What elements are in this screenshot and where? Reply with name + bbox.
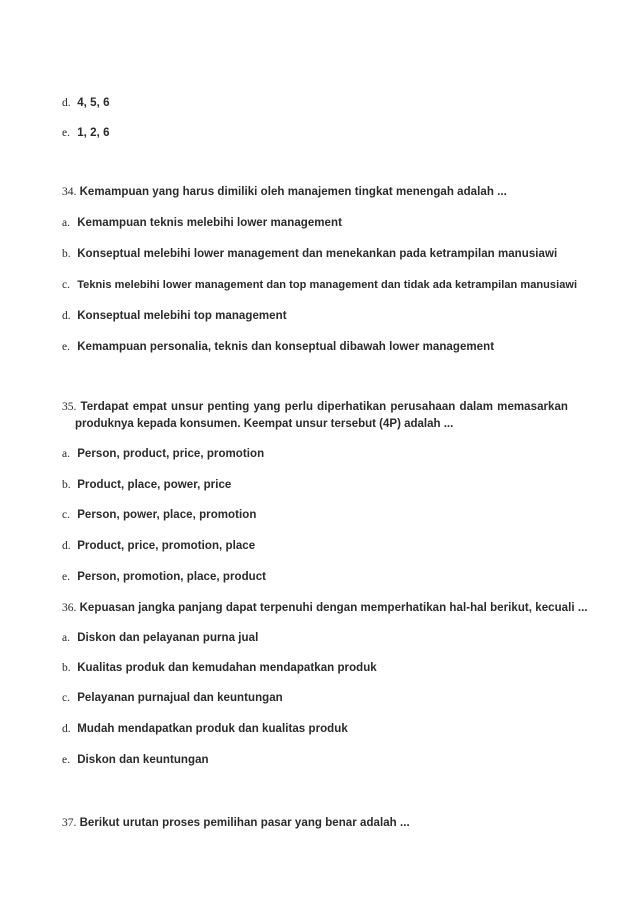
question-34 <box>62 185 568 199</box>
question-35 <box>62 400 568 414</box>
option-text: 4, 5, 6 <box>77 97 110 109</box>
q36-option-d <box>62 722 568 736</box>
q35-option-e <box>62 570 568 584</box>
q34-option-c <box>62 278 578 292</box>
option-text: Kemampuan teknis melebihi lower management <box>77 217 342 229</box>
option-text: Person, product, price, promotion <box>77 448 265 460</box>
option-text: Mudah mendapatkan produk dan kualitas produk <box>77 723 348 735</box>
option-letter: a. <box>62 217 70 229</box>
option-text: Person, power, place, promotion <box>77 509 257 521</box>
question-text: Kepuasan jangka panjang dapat terpenuhi dengan memperhatikan hal-hal berikut, kecuali ... <box>79 602 588 614</box>
q34-option-a <box>62 216 568 230</box>
option-text: Diskon dan pelayanan purna jual <box>77 632 259 644</box>
question-36 <box>62 601 588 615</box>
option-letter: e. <box>62 754 70 766</box>
option-letter: b. <box>62 248 71 260</box>
q36-option-c <box>62 691 568 705</box>
option-text: 1, 2, 6 <box>77 127 110 139</box>
option-letter: a. <box>62 448 70 460</box>
option-text: Teknis melebihi lower management dan top management dan tidak ada ketrampilan manusiawi <box>77 279 578 291</box>
option-text: Konseptual melebihi top management <box>77 310 287 322</box>
question-text: Berikut urutan proses pemilihan pasar yang benar adalah ... <box>79 817 410 829</box>
option-letter: c. <box>62 279 70 291</box>
option-letter: e. <box>62 127 70 139</box>
option-text: Product, price, promotion, place <box>77 540 256 552</box>
question-number: 34. <box>62 186 77 198</box>
q34-option-e <box>62 340 568 354</box>
q34-option-b <box>62 247 568 261</box>
option-letter: b. <box>62 662 71 674</box>
question-text: Kemampuan yang harus dimiliki oleh manajemen tingkat menengah adalah ... <box>79 186 507 198</box>
question-37 <box>62 816 568 830</box>
option-letter: e. <box>62 341 70 353</box>
option-text: Pelayanan purnajual dan keuntungan <box>77 692 283 704</box>
option-letter: b. <box>62 479 71 491</box>
option-text: Konseptual melebihi lower management dan menekankan pada ketrampilan manusiawi <box>77 248 558 260</box>
q36-option-a <box>62 631 568 645</box>
option-text: Kemampuan personalia, teknis dan konseptual dibawah lower management <box>77 341 495 353</box>
option-letter: d. <box>62 97 71 109</box>
question-text-line2: produknya kepada konsumen. Keempat unsur tersebut (4P) adalah ... <box>75 418 454 430</box>
q36-option-b <box>62 661 568 675</box>
q35-option-c <box>62 508 568 522</box>
option-letter: c. <box>62 692 70 704</box>
option-d <box>62 96 568 110</box>
option-letter: a. <box>62 632 70 644</box>
q35-option-b <box>62 478 568 492</box>
option-text: Person, promotion, place, product <box>77 571 267 583</box>
q34-option-d <box>62 309 568 323</box>
option-e <box>62 126 568 140</box>
option-text: Product, place, power, price <box>77 479 232 491</box>
option-letter: d. <box>62 310 71 322</box>
question-number: 36. <box>62 602 77 614</box>
q35-option-a <box>62 447 568 461</box>
question-text-line1: Terdapat empat unsur penting yang perlu diperhatikan perusahaan dalam memasarkan <box>80 401 569 413</box>
option-letter: c. <box>62 509 70 521</box>
q35-option-d <box>62 539 568 553</box>
option-text: Kualitas produk dan kemudahan mendapatkan produk <box>77 662 377 674</box>
q36-option-e <box>62 753 568 767</box>
option-letter: d. <box>62 540 71 552</box>
question-number: 37. <box>62 817 77 829</box>
option-letter: d. <box>62 723 71 735</box>
question-number: 35. <box>62 401 77 413</box>
option-letter: e. <box>62 571 70 583</box>
option-text: Diskon dan keuntungan <box>77 754 209 766</box>
